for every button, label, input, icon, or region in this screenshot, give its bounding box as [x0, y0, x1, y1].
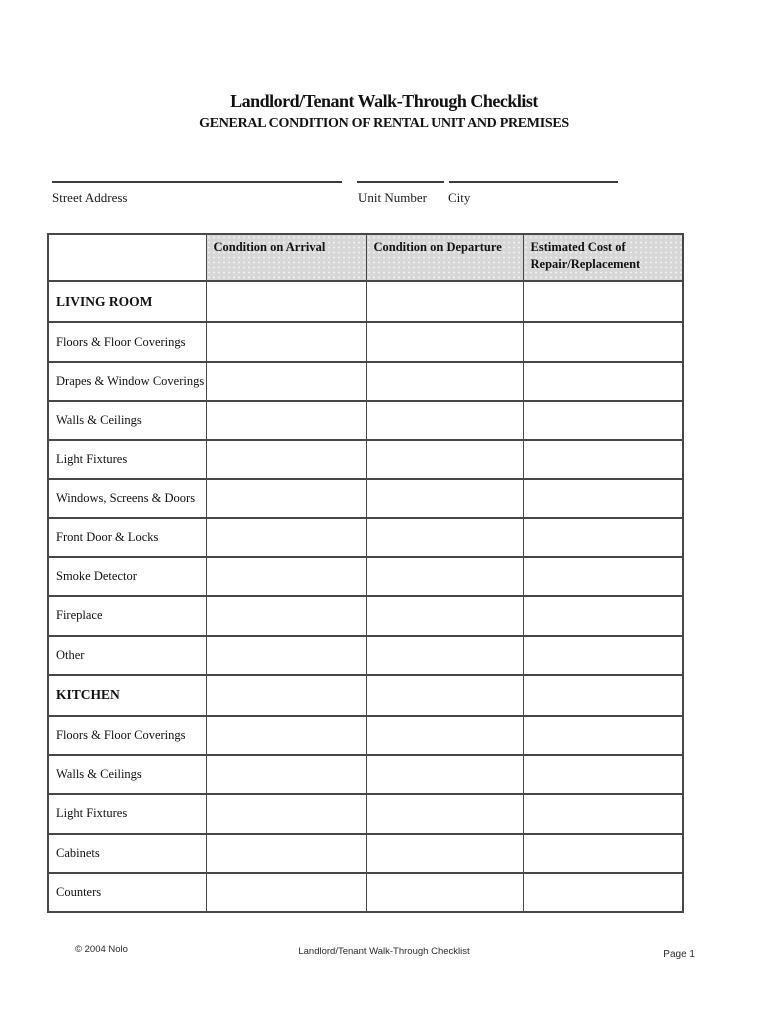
departure-condition-cell[interactable]: [366, 479, 523, 518]
table-row: [48, 834, 683, 873]
table-row: [48, 479, 683, 518]
city-input-line[interactable]: [449, 181, 618, 183]
table-row: [48, 440, 683, 479]
departure-condition-cell[interactable]: [366, 281, 523, 322]
row-label: Counters: [48, 873, 206, 912]
estimated-cost-cell[interactable]: [523, 834, 683, 873]
estimated-cost-cell[interactable]: [523, 557, 683, 596]
table-row: [48, 596, 683, 635]
arrival-condition-cell[interactable]: [206, 557, 366, 596]
estimated-cost-cell[interactable]: [523, 518, 683, 557]
estimated-cost-cell[interactable]: [523, 440, 683, 479]
table-row: [48, 281, 683, 322]
table-header-row: [48, 234, 683, 281]
table-row: [48, 873, 683, 912]
unit-number-label: Unit Number: [358, 190, 427, 205]
table-row: [48, 794, 683, 833]
row-label: Floors & Floor Coverings: [48, 322, 206, 361]
page-subtitle: GENERAL CONDITION OF RENTAL UNIT AND PREMISES: [199, 116, 569, 131]
corner-header-cell: [48, 234, 206, 281]
arrival-condition-cell[interactable]: [206, 675, 366, 716]
arrival-condition-cell[interactable]: [206, 322, 366, 361]
estimated-cost-cell[interactable]: [523, 596, 683, 635]
departure-condition-cell[interactable]: [366, 794, 523, 833]
walkthrough-table: [47, 233, 684, 913]
arrival-condition-cell[interactable]: [206, 479, 366, 518]
arrival-condition-cell[interactable]: [206, 362, 366, 401]
street-address-input-line[interactable]: [52, 181, 342, 183]
arrival-condition-cell[interactable]: [206, 596, 366, 635]
table-row: [48, 401, 683, 440]
row-label: Light Fixtures: [48, 794, 206, 833]
table-body: [48, 281, 683, 912]
arrival-condition-cell[interactable]: [206, 401, 366, 440]
arrival-condition-cell[interactable]: [206, 873, 366, 912]
estimated-cost-cell[interactable]: [523, 479, 683, 518]
estimated-cost-cell[interactable]: [523, 322, 683, 361]
estimated-cost-cell[interactable]: [523, 281, 683, 322]
footer-copyright: © 2004 Nolo: [75, 944, 128, 955]
departure-condition-cell[interactable]: [366, 596, 523, 635]
page-title: Landlord/Tenant Walk-Through Checklist: [230, 91, 538, 111]
column-header-departure: Condition on Departure: [366, 234, 523, 281]
arrival-condition-cell[interactable]: [206, 440, 366, 479]
arrival-condition-cell[interactable]: [206, 834, 366, 873]
column-header-arrival: Condition on Arrival: [206, 234, 366, 281]
column-header-estimated-cost: Estimated Cost of Repair/Replacement: [523, 234, 683, 281]
departure-condition-cell[interactable]: [366, 716, 523, 755]
arrival-condition-cell[interactable]: [206, 636, 366, 675]
table-row: [48, 716, 683, 755]
row-label: Front Door & Locks: [48, 518, 206, 557]
arrival-condition-cell[interactable]: [206, 518, 366, 557]
row-label: Walls & Ceilings: [48, 401, 206, 440]
table-row: [48, 675, 683, 716]
departure-condition-cell[interactable]: [366, 322, 523, 361]
row-label: Floors & Floor Coverings: [48, 716, 206, 755]
footer-page-number: Page 1: [663, 949, 695, 960]
row-label: Walls & Ceilings: [48, 755, 206, 794]
row-label: Cabinets: [48, 834, 206, 873]
row-label: Other: [48, 636, 206, 675]
departure-condition-cell[interactable]: [366, 636, 523, 675]
departure-condition-cell[interactable]: [366, 873, 523, 912]
estimated-cost-cell[interactable]: [523, 716, 683, 755]
departure-condition-cell[interactable]: [366, 401, 523, 440]
estimated-cost-cell[interactable]: [523, 675, 683, 716]
departure-condition-cell[interactable]: [366, 557, 523, 596]
table-row: [48, 557, 683, 596]
arrival-condition-cell[interactable]: [206, 281, 366, 322]
departure-condition-cell[interactable]: [366, 834, 523, 873]
table-row: [48, 518, 683, 557]
estimated-cost-cell[interactable]: [523, 636, 683, 675]
departure-condition-cell[interactable]: [366, 675, 523, 716]
section-header-label: LIVING ROOM: [48, 281, 206, 322]
row-label: Windows, Screens & Doors: [48, 479, 206, 518]
section-header-label: KITCHEN: [48, 675, 206, 716]
estimated-cost-cell[interactable]: [523, 401, 683, 440]
row-label: Fireplace: [48, 596, 206, 635]
estimated-cost-cell[interactable]: [523, 362, 683, 401]
estimated-cost-cell[interactable]: [523, 794, 683, 833]
departure-condition-cell[interactable]: [366, 755, 523, 794]
departure-condition-cell[interactable]: [366, 362, 523, 401]
departure-condition-cell[interactable]: [366, 440, 523, 479]
street-address-label: Street Address: [52, 190, 128, 205]
arrival-condition-cell[interactable]: [206, 794, 366, 833]
table-row: [48, 322, 683, 361]
city-label: City: [448, 190, 471, 205]
unit-number-input-line[interactable]: [357, 181, 444, 183]
table-row: [48, 362, 683, 401]
arrival-condition-cell[interactable]: [206, 755, 366, 794]
table-row: [48, 755, 683, 794]
estimated-cost-cell[interactable]: [523, 755, 683, 794]
row-label: Drapes & Window Coverings: [48, 362, 206, 401]
row-label: Smoke Detector: [48, 557, 206, 596]
table-row: [48, 636, 683, 675]
arrival-condition-cell[interactable]: [206, 716, 366, 755]
departure-condition-cell[interactable]: [366, 518, 523, 557]
footer-document-name: Landlord/Tenant Walk-Through Checklist: [298, 946, 470, 957]
row-label: Light Fixtures: [48, 440, 206, 479]
estimated-cost-cell[interactable]: [523, 873, 683, 912]
